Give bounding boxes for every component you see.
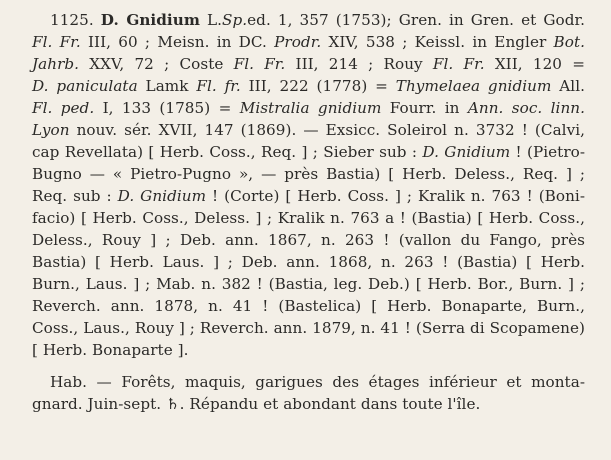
entry-line-6 xyxy=(32,119,585,141)
taxon-name-italic: D. Gnidium xyxy=(117,187,207,205)
synonym-name: D. paniculata xyxy=(32,77,138,95)
citation-text: Fourr. in xyxy=(381,99,468,117)
citation-work: Fl. ped. xyxy=(32,99,95,117)
entry-line-11: Deless., Rouy ] ; Deb. ann. 1867, n. 263 ! (vallon du Fango, près xyxy=(32,231,585,249)
citation-work: Jahrb. xyxy=(32,55,80,73)
entry-line-16: [ Herb. Bonaparte ]. xyxy=(32,341,189,359)
taxon-name-italic: D. Gnidium xyxy=(422,143,511,161)
citation-work: Lyon xyxy=(32,121,70,139)
citation-text: XII, 120 = xyxy=(484,55,586,73)
entry-number: 1125. xyxy=(50,11,94,29)
citation-work: Bot. xyxy=(553,33,585,51)
citation-text: I, 133 (1785) = xyxy=(94,99,240,117)
entry-line-4 xyxy=(32,75,585,97)
exsiccata-text: ! (Corte) [ Herb. Coss. ] ; Kralik n. 763 ! (Boni- xyxy=(206,187,585,205)
citation-work: Fl. Fr. xyxy=(32,33,81,51)
citation-text: III, 214 ; Rouy xyxy=(285,55,433,73)
exsiccata-text: Req. sub : xyxy=(32,187,118,205)
entry-line-1 xyxy=(50,9,585,31)
citation-text: nouv. sér. XVII, 147 (1869). — Exsicc. Soleirol n. 3732 ! (Calvi, xyxy=(69,121,585,139)
synonym-name: Thymelaea gnidium xyxy=(395,77,552,95)
exsiccata-text: ! (Pietro- xyxy=(510,143,586,161)
entry-line-9 xyxy=(32,185,585,207)
citation-text: Lamk xyxy=(137,77,197,95)
citation-work: Fl. fr. xyxy=(196,77,241,95)
entry-line-15: Coss., Laus., Rouy ] ; Reverch. ann. 1879, n. 41 ! (Serra di Scopamene) xyxy=(32,319,585,337)
citation-text: All. xyxy=(551,77,585,95)
synonym-name: Mistralia gnidium xyxy=(239,99,382,117)
citation-text: III, 222 (1778) = xyxy=(240,77,396,95)
exsiccata-text: cap Revellata) [ Herb. Coss., Req. ] ; Sieber sub : xyxy=(32,143,423,161)
habitat-line-2: gnard. Juin-sept. ♄. Répandu et abondant dans toute l'île. xyxy=(32,395,481,413)
citation-author: L. xyxy=(199,11,223,29)
citation-text: XIV, 538 ; Keissl. in Engler xyxy=(321,33,554,51)
entry-line-3 xyxy=(32,53,585,75)
entry-line-12: Bastia) [ Herb. Laus. ] ; Deb. ann. 1868, n. 263 ! (Bastia) [ Herb. xyxy=(32,253,585,271)
citation-work: Fl. Fr. xyxy=(233,55,286,73)
entry-line-13: Burn., Laus. ] ; Mab. n. 382 ! (Bastia, leg. Deb.) [ Herb. Bor., Burn. ] ; xyxy=(32,275,585,293)
citation-text: XXV, 72 ; Coste xyxy=(79,55,234,73)
habitat-line-1: Hab. — Forêts, maquis, garigues des étages inférieur et monta- xyxy=(50,373,585,391)
citation-text: III, 60 ; Meisn. in DC. xyxy=(80,33,275,51)
citation-work: Prodr. xyxy=(274,33,322,51)
entry-line-5 xyxy=(32,97,585,119)
citation-text: ed. 1, 357 (1753); Gren. in Gren. et Godr. xyxy=(247,11,585,29)
entry-line-14: Reverch. ann. 1878, n. 41 ! (Bastelica) [ Herb. Bonaparte, Burn., xyxy=(32,297,585,315)
entry-line-8: Bugno — « Pietro-Pugno », — près Bastia) [ Herb. Deless., Req. ] ; xyxy=(32,165,585,183)
entry-line-7 xyxy=(32,141,585,163)
citation-work: Sp. xyxy=(222,11,248,29)
entry-line-2 xyxy=(32,31,585,53)
citation-work: Fl. Fr. xyxy=(432,55,485,73)
entry-line-10: facio) [ Herb. Coss., Deless. ] ; Kralik n. 763 a ! (Bastia) [ Herb. Coss., xyxy=(32,209,585,227)
citation-work: Ann. soc. linn. xyxy=(467,99,586,117)
taxon-name: D. Gnidium xyxy=(100,11,200,29)
